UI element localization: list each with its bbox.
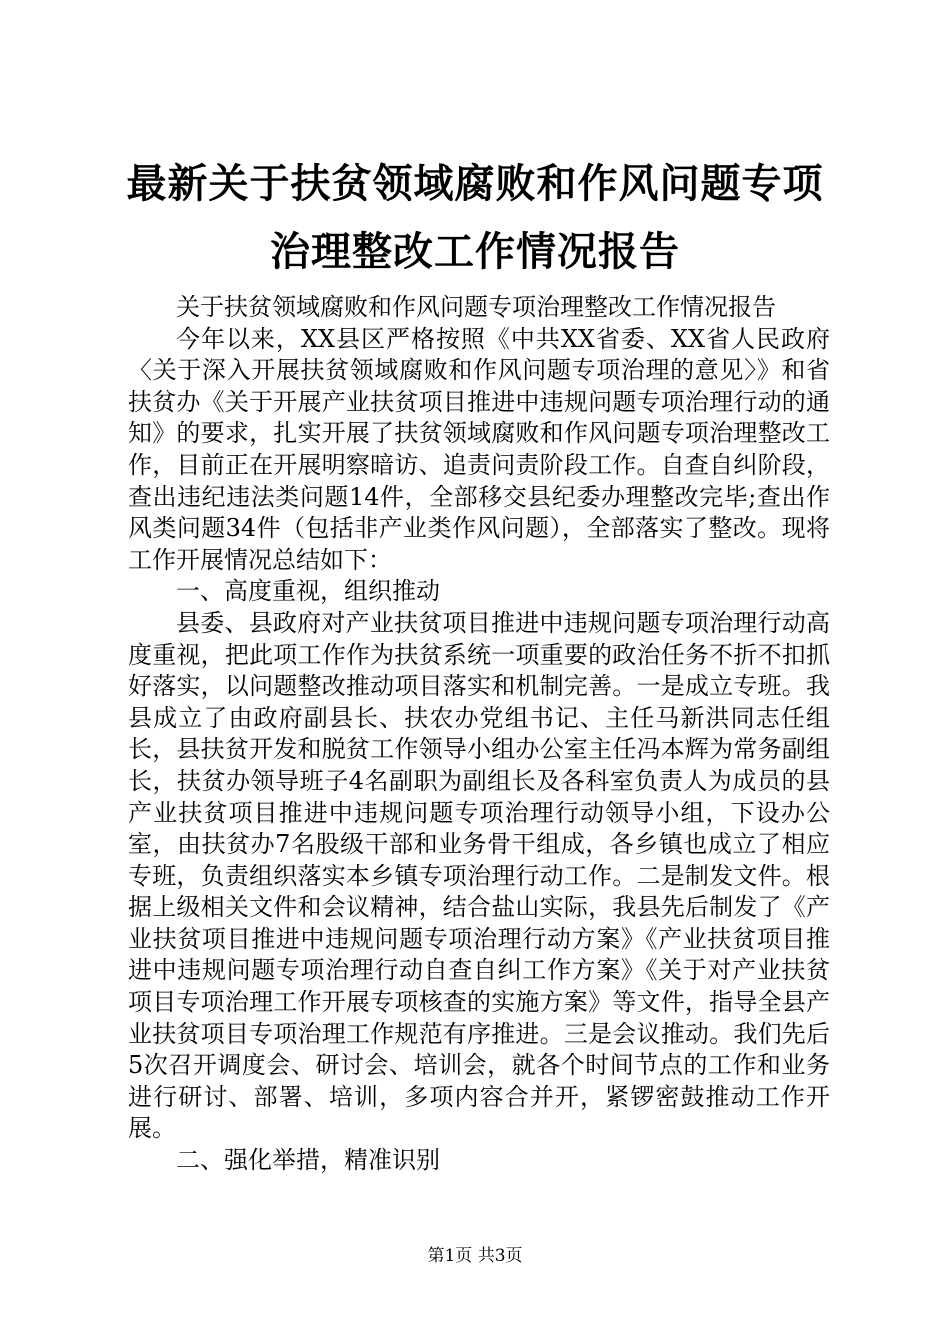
document-title: 最新关于扶贫领域腐败和作风问题专项治理整改工作情况报告 xyxy=(126,161,824,275)
intro-paragraph: 今年以来，XX县区严格按照《中共XX省委、XX省人民政府〈关于深入开展扶贫领域腐败和作风问题专项治理的意见〉》和省扶贫办《关于开展产业扶贫项目推进中违规问题专项治理行动的通知》的要求，扎实开展了扶贫领域腐败和作风问题专项治理整改工作，目前正在开展明察暗访、追责问责阶段工作。自查自纠阶段，查出违纪违法类问题14件，全部移交县纪委办理整改完毕;查出作风类问题34件（包括非产业类作风问题），全部落实了整改。现将工作开展情况总结如下： xyxy=(128,324,830,574)
subtitle-paragraph: 关于扶贫领域腐败和作风问题专项治理整改工作情况报告 xyxy=(176,293,776,321)
section-heading-2: 二、强化举措，精准识别 xyxy=(176,1146,440,1175)
document-body xyxy=(128,292,830,1177)
section-heading-1: 一、高度重视，组织推动 xyxy=(176,577,440,606)
page-footer: 第1页 共3页 xyxy=(427,1246,523,1266)
section-1-paragraph: 县委、县政府对产业扶贫项目推进中违规问题专项治理行动高度重视，把此项工作作为扶贫系统一项重要的政治任务不折不扣抓好落实，以问题整改推动项目落实和机制完善。一是成立专班。我县成立了由政府副县长、扶农办党组书记、主任马新洪同志任组长，县扶贫开发和脱贫工作领导小组办公室主任冯本辉为常务副组长，扶贫办领导班子4名副职为副组长及各科室负责人为成员的县产业扶贫项目推进中违规问题专项治理行动领导小组，下设办公室，由扶贫办7名股级干部和业务骨干组成，各乡镇也成立了相应专班，负责组织落实本乡镇专项治理行动工作。二是制发文件。根据上级相关文件和会议精神，结合盐山实际，我县先后制发了《产业扶贫项目推进中违规问题专项治理行动方案》《产业扶贫项目推进中违规问题专项治理行动自查自纠工作方案》《关于对产业扶贫项目专项治理工作开展专项核查的实施方案》等文件，指导全县产业扶贫项目专项治理工作规范有序推进。三是会议推动。我们先后5次召开调度会、研讨会、培训会，就各个时间节点的工作和业务进行研讨、部署、培训，多项内容合并开，紧锣密鼓推动工作开展。 xyxy=(128,608,830,1143)
